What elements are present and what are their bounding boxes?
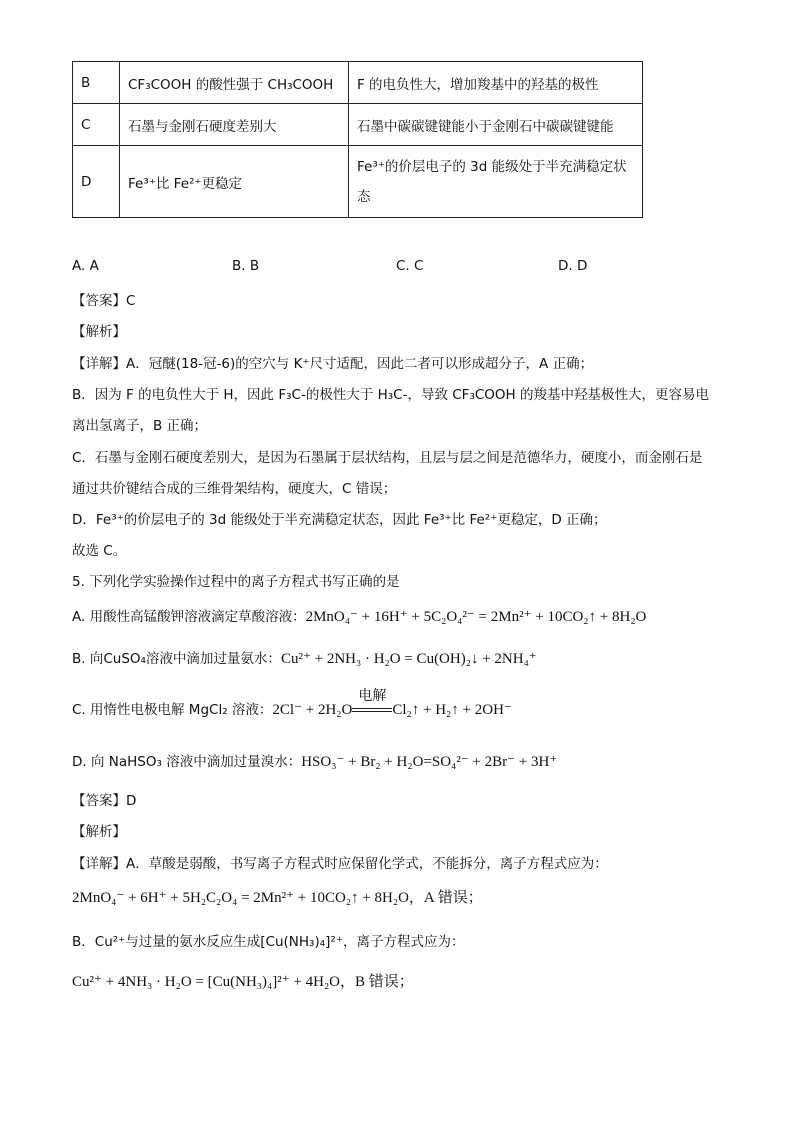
q4-choices [72, 258, 722, 276]
electrolysis-label: 电解 [358, 688, 387, 704]
q4-detail-d: D．Fe³⁺的价层电子的 3d 能级处于半充满稳定状态，因此 Fe³⁺比 Fe²⁺更稳定，D 正确； [72, 512, 607, 528]
q5-detail-b-eq: Cu²⁺ + 4NH₃ · H₂O = [Cu(NH₃)₄]²⁺ + 4H₂O，B 错误； [72, 974, 414, 990]
q5-detail-b: B．Cu²⁺与过量的氨水反应生成[Cu(NH₃)₄]²⁺，离子方程式应为： [72, 934, 465, 950]
q5-option-d [72, 750, 557, 771]
choice-b: B. B [232, 258, 260, 274]
option-text: D. 向 NaHSO₃ 溶液中滴加过量溴水： [72, 754, 302, 770]
q4-analysis-label: 【解析】 [72, 324, 126, 340]
row-reason [349, 146, 643, 218]
row-label: D [73, 146, 120, 218]
table-row [73, 146, 643, 218]
option-text: A. 用酸性高锰酸钾溶液滴定草酸溶液： [72, 609, 306, 625]
choice-a: A. A [72, 258, 99, 274]
row-reason: F 的电负性大，增加羧基中的羟基的极性 [349, 62, 643, 104]
row-fact: 石墨与金刚石硬度差别大 [120, 104, 349, 146]
choice-d: D. D [558, 258, 588, 274]
option-text: C. 用惰性电极电解 MgCl₂ 溶液： [72, 702, 273, 718]
reaction-condition [352, 688, 392, 718]
q5-option-a [72, 605, 646, 626]
q4-detail-c-cont: 通过共价键结合成的三维骨架结构，硬度大，C 错误； [72, 481, 397, 497]
row-label: B [73, 62, 120, 104]
q5-analysis-label: 【解析】 [72, 824, 126, 840]
table-row [73, 104, 643, 146]
q4-detail-b-cont: 离出氢离子，B 正确； [72, 418, 208, 434]
q4-detail-c: C．石墨与金刚石硬度差别大，是因为石墨属于层状结构，且层与层之间是范德华力，硬度小，而金刚石是 [72, 450, 703, 466]
option-text: B. 向CuSO₄溶液中滴加过量氨水： [72, 651, 281, 667]
row-reason: 石墨中碳碳键键能小于金刚石中碳碳键键能 [349, 104, 643, 146]
q5-option-c [72, 688, 512, 719]
options-table [72, 61, 643, 218]
q4-detail-a: 【详解】A．冠醚(18-冠-6)的空穴与 K⁺尺寸适配，因此二者可以形成超分子，A 正确； [72, 356, 594, 372]
equals-bar [352, 708, 392, 712]
option-equation: HSO₃⁻ + Br₂ + H₂O=SO₄²⁻ + 2Br⁻ + 3H⁺ [301, 754, 558, 770]
choice-c: C. C [396, 258, 424, 274]
q5-option-b [72, 647, 537, 668]
q5-detail-a-eq: 2MnO₄⁻ + 6H⁺ + 5H₂C₂O₄ = 2Mn²⁺ + 10CO₂↑ + 8H₂O，A 错误； [72, 890, 483, 906]
option-equation: Cu²⁺ + 2NH₃ · H₂O = Cu(OH)₂↓ + 2NH₄⁺ [280, 651, 537, 667]
option-equation-right: Cl₂↑ + H₂↑ + 2OH⁻ [392, 702, 512, 718]
row-label: C [73, 104, 120, 146]
q5-answer: 【答案】D [72, 793, 137, 809]
option-equation-left: 2Cl⁻ + 2H₂O [272, 702, 353, 718]
q4-detail-b: B．因为 F 的电负性大于 H，因此 F₃C-的极性大于 H₃C-，导致 CF₃COOH 的羧基中羟基极性大，更容易电 [72, 387, 709, 403]
row-reason-line: Fe³⁺的价层电子的 3d 能级处于半充满稳定状 [357, 158, 627, 175]
row-fact: CF₃COOH 的酸性强于 CH₃COOH [120, 62, 349, 104]
row-reason-line: 态 [357, 188, 371, 205]
q4-answer: 【答案】C [72, 293, 136, 309]
q5-detail-a: 【详解】A．草酸是弱酸，书写离子方程式时应保留化学式，不能拆分，离子方程式应为： [72, 856, 608, 872]
row-fact: Fe³⁺比 Fe²⁺更稳定 [120, 146, 349, 218]
option-equation: 2MnO₄⁻ + 16H⁺ + 5C₂O₄²⁻ = 2Mn²⁺ + 10CO₂↑ + 8H₂O [305, 609, 647, 625]
q4-conclusion: 故选 C。 [72, 543, 127, 559]
q5-stem: 5. 下列化学实验操作过程中的离子方程式书写正确的是 [72, 574, 400, 590]
table-row [73, 62, 643, 104]
